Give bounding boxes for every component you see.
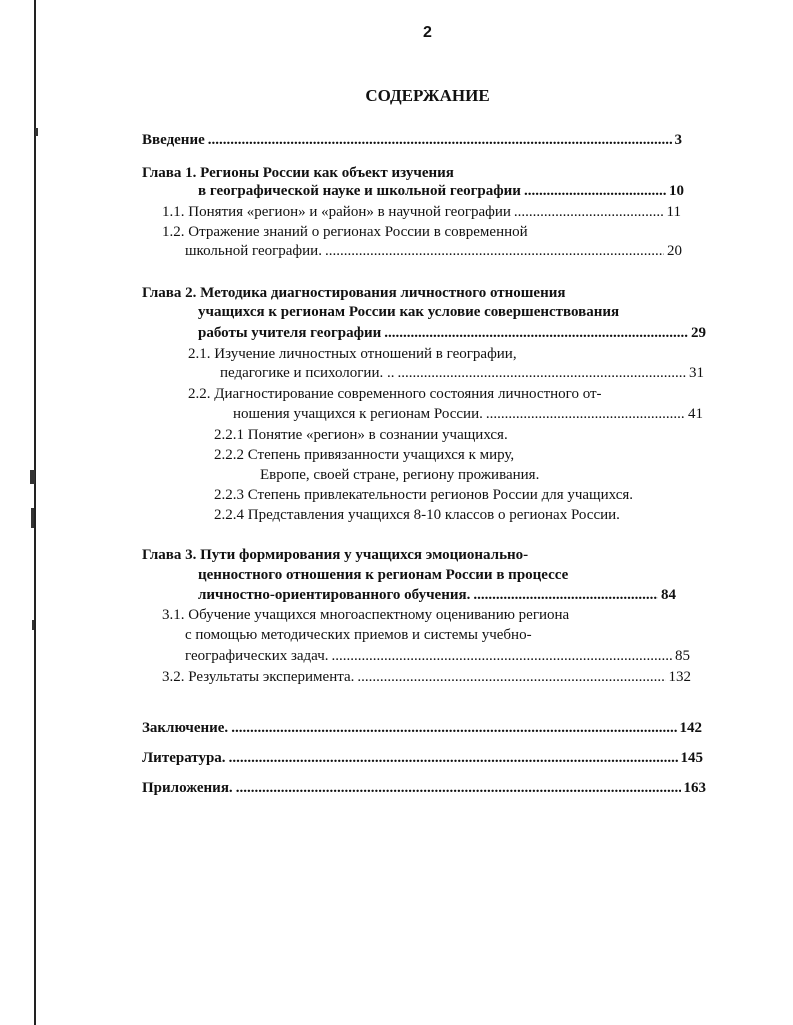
toc-section-1-1-text: 1.1. Понятия «регион» и «район» в научной географии — [162, 204, 511, 220]
toc-section-2-2-2-line2: Европе, своей стране, региону проживания. — [260, 467, 540, 483]
toc-chapter2-page: 29 — [691, 325, 706, 341]
toc-chapter1 — [198, 182, 684, 201]
toc-section-1-2-page: 20 — [667, 243, 682, 259]
toc-section-2-1 — [220, 364, 704, 383]
toc-intro-page: 3 — [674, 132, 682, 148]
toc-conclusion-label: Заключение. — [142, 720, 229, 736]
toc-chapter2-line2: учащихся к регионам России как условие совершенствования — [198, 304, 620, 320]
dot-leader — [524, 182, 666, 201]
toc-section-3-2-text: 3.2. Результаты эксперимента. — [162, 669, 355, 685]
dot-leader — [384, 324, 688, 343]
dot-leader — [473, 586, 658, 605]
toc-section-2-2-line1: 2.2. Диагностирование современного состояния личностного от- — [188, 386, 602, 402]
scan-margin-line — [34, 0, 36, 1025]
toc-section-3-2 — [162, 668, 691, 687]
dot-leader — [236, 779, 681, 798]
toc-section-2-2-3: 2.2.3 Степень привлекательности регионов России для учащихся. — [214, 487, 633, 503]
toc-appendices-page: 163 — [683, 780, 706, 796]
toc-appendices — [142, 779, 706, 798]
toc-section-2-2-line2: ношения учащихся к регионам России. — [233, 406, 483, 422]
toc-section-1-1-page: 11 — [666, 204, 681, 220]
scan-speck — [30, 470, 35, 484]
toc-section-3-2-page: 132 — [668, 669, 691, 685]
toc-section-1-2-line2: школьной географии. — [185, 243, 322, 259]
dot-leader — [208, 131, 672, 150]
toc-section-2-2 — [233, 405, 703, 424]
toc-chapter2-line1: Глава 2. Методика диагностирования личностного отношения — [142, 285, 566, 301]
dot-leader — [397, 364, 686, 383]
toc-chapter3 — [198, 586, 676, 605]
dot-leader — [514, 203, 664, 222]
toc-literature — [142, 749, 703, 768]
toc-conclusion-page: 142 — [679, 720, 702, 736]
toc-section-2-2-page: 41 — [688, 406, 703, 422]
dot-leader — [229, 749, 678, 768]
toc-chapter3-line2: ценностного отношения к регионам России в процессе — [198, 567, 569, 583]
toc-chapter3-page: 84 — [661, 587, 676, 603]
scan-speck — [35, 128, 38, 136]
toc-section-3-1 — [185, 647, 690, 666]
toc-appendices-label: Приложения. — [142, 780, 233, 796]
page-number: 2 — [423, 24, 432, 41]
toc-chapter3-line1: Глава 3. Пути формирования у учащихся эмоционально- — [142, 547, 529, 563]
toc-literature-label: Литература. — [142, 750, 226, 766]
dot-leader — [332, 647, 672, 666]
toc-chapter1-line2: в географической науке и школьной географии — [198, 183, 521, 199]
toc-section-3-1-line1: 3.1. Обучение учащихся многоаспектному оцениванию региона — [162, 607, 570, 623]
dot-leader — [357, 668, 665, 687]
toc-intro — [142, 131, 682, 150]
toc-section-2-1-page: 31 — [689, 365, 704, 381]
dot-leader — [486, 405, 685, 424]
toc-section-1-2-line1: 1.2. Отражение знаний о регионах России в современной — [162, 224, 528, 240]
toc-section-2-2-2-line1: 2.2.2 Степень привязанности учащихся к миру, — [214, 447, 515, 463]
toc-chapter1-page: 10 — [669, 183, 684, 199]
toc-section-3-1-line2: с помощью методических приемов и системы учебно- — [185, 627, 532, 643]
toc-conclusion — [142, 719, 702, 738]
toc-chapter1-line1: Глава 1. Регионы России как объект изучения — [142, 165, 454, 181]
dot-leader — [325, 242, 664, 261]
dot-leader — [231, 719, 676, 738]
scan-speck — [32, 620, 34, 630]
toc-section-3-1-page: 85 — [675, 648, 690, 664]
toc-chapter2-line3: работы учителя географии — [198, 325, 382, 341]
toc-section-2-2-1: 2.2.1 Понятие «регион» в сознании учащихся. — [214, 427, 508, 443]
toc-chapter2 — [198, 324, 706, 343]
toc-section-3-1-line3: географических задач. — [185, 648, 329, 664]
toc-section-1-1 — [162, 203, 681, 222]
toc-chapter3-line3: личностно-ориентированного обучения. — [198, 587, 471, 603]
toc-section-2-1-line2: педагогике и психологии. .. — [220, 365, 395, 381]
toc-literature-page: 145 — [680, 750, 703, 766]
toc-intro-label: Введение — [142, 132, 205, 148]
page-title: СОДЕРЖАНИЕ — [365, 86, 490, 105]
scan-speck — [31, 508, 34, 528]
toc-section-2-2-4: 2.2.4 Представления учащихся 8-10 классов о регионах России. — [214, 507, 620, 523]
toc-section-2-1-line1: 2.1. Изучение личностных отношений в географии, — [188, 346, 517, 362]
toc-section-1-2 — [185, 242, 682, 261]
